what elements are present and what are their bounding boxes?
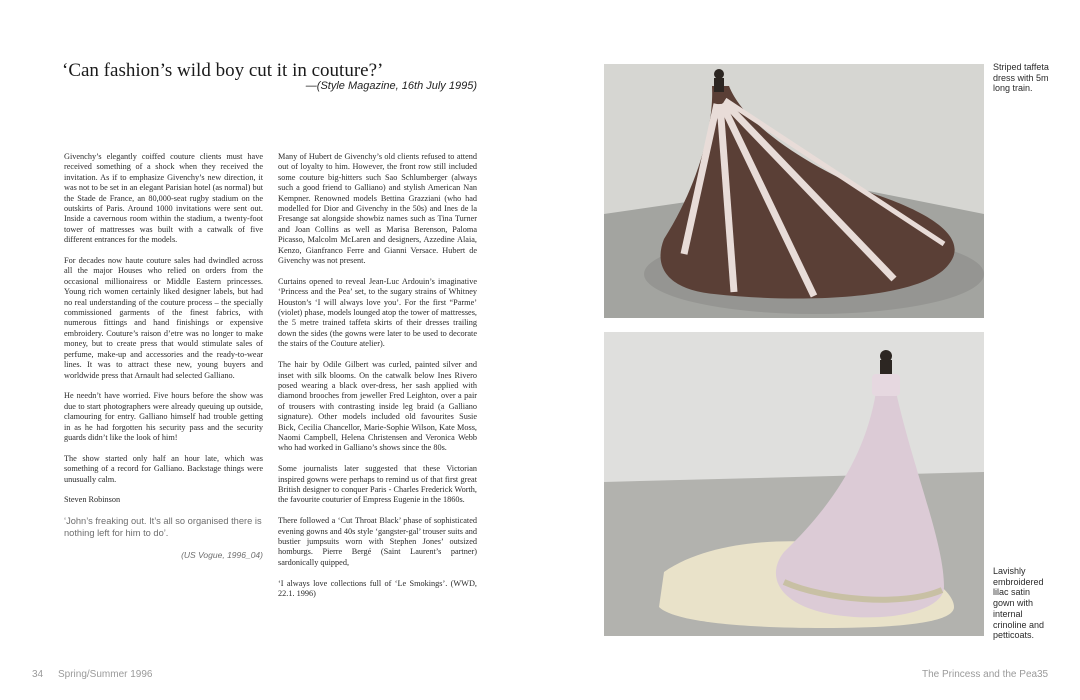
paragraph: Curtains opened to reveal Jean-Luc Ardouin’s imaginative ‘Princess and the Pea’ set, to the sugary strains of Whitney Houston’s ‘I will always love you’. For the first “Parme’ (violet) phase, models lounged atop the tower of mattresses, the 5 metre trained taffeta skirts of their dresses trailing down the sides (the gowns were later to be used to decorate the stairs of the Couture atelier). xyxy=(278,276,477,349)
pull-quote: ‘John’s freaking out. It’s all so organised there is nothing left for him to do’. xyxy=(64,516,262,538)
paragraph: The hair by Odile Gilbert was curled, painted silver and inset with silk blooms. On the catwalk below Ines Rivero posed wearing a black over-dress, her sash applied with diamond brooches from jeweller Fred Leighton, over a pair of trousers with contrasting inside leg braid (a Galliano signature). Other models included old favourites Susie Bick, Cecilia Chancellor, Marie-Sophie Wilson, Kate Moss, Naomi Campbell, Helena Christensen and Veronica Webb who had worked in Galliano’s shows since the 80s. xyxy=(278,360,477,453)
right-page-number: 35 xyxy=(1037,669,1049,680)
left-page-number: 34 xyxy=(32,669,44,680)
left-section-title: Spring/Summer 1996 xyxy=(58,669,153,680)
lilac-gown-illustration xyxy=(604,332,984,636)
paragraph: He needn’t have worried. Five hours before the show was due to start photographers were already queuing up outside, clamouring for entry. Galliano himself had trouble getting in as he had forgotten his security pass and the security guards didn’t like the look of him! xyxy=(64,391,263,442)
paragraph: For decades now haute couture sales had dwindled across all the major Houses who relied on orders from the occasional millionairess or Middle Eastern princesses. Young rich women certainly liked designer labels, but had no real understanding of the couture process – the specially commissioned garments of the finest fabrics, with numerous fittings and hand finishings or expensive embroidery. Couture’s raison d’etre was no longer to make money, but to create press that would stimulate sales of perfume, make-up and accessories and the ready-to-wear lines. It was to attract these new, young buyers and worldwide press that Arnault had selected Galliano. xyxy=(64,256,263,380)
paragraph: Some journalists later suggested that these Victorian inspired gowns were perhaps to remind us of that first great British designer to conquer Paris - Charles Frederick Worth, the favourite couturier of Empress Eugenie in the 1860s. xyxy=(278,464,477,505)
author-name: Steven Robinson xyxy=(64,495,121,505)
pull-quote-source: (US Vogue, 1996_04) xyxy=(181,549,263,560)
caption-photo-2: Lavishly embroidered lilac satin gown with internal crinoline and petticoats. xyxy=(993,566,1045,641)
title-source: —(Style Magazine, 16th July 1995) xyxy=(305,80,477,92)
paragraph: Givenchy’s elegantly coiffed couture clients must have received something of a shock when they received the invitation. As if to emphasize Givenchy’s new direction, it was not to be set in an elegant Parisian hotel (as normal) but the Stade de France, an 80,000-seat rugby stadium on the outskirts of Paris. Around 1000 invitations were sent out. Inside a cavernous room within the stadium, a twenty-foot tower of mattresses was built with a catwalk of five different entrances for the models. xyxy=(64,152,263,245)
text-column-1 xyxy=(64,152,263,570)
paragraph: The show started only half an hour late, which was something of a record for Galliano. Backstage things were unusually calm. xyxy=(64,453,263,484)
text-column-2 xyxy=(278,152,477,610)
paragraph: ‘I always love collections full of ‘Le Smokings’. (WWD, 22.1. 1996) xyxy=(278,578,477,598)
page-title: ‘Can fashion’s wild boy cut it in couture?’ xyxy=(62,60,384,81)
right-section-title: The Princess and the Pea xyxy=(922,669,1038,680)
photo-lilac-satin-gown xyxy=(604,332,984,636)
photo-striped-taffeta-dress xyxy=(604,64,984,318)
paragraph: Many of Hubert de Givenchy’s old clients refused to attend out of loyalty to him. However, the front row still included some couture big-hitters such Sao Schlumberger (always such a good friend to Galliano) and stylish American Nan Kempner. Renowned models Bettina Grazziani (who had modelled for Dior and Givenchy in the 50s) and Ines de la Fresange sat alongside showbiz names such as Tina Turner and Joan Collins as well as Marisa Berenson, Paloma Picasso, Malcolm McLaren and designers, Azzedine Alaia, Kenzo, Gianfranco Ferre and Gianni Versace. Hubert de Givenchy was not present. xyxy=(278,152,477,266)
paragraph: There followed a ‘Cut Throat Black’ phase of sophisticated evening gowns and 40s style ‘gangster-gal’ trouser suits and bustier jumpsuits worn with Stephen Jones’ outsized homburgs. Pierre Bergé (Saint Laurent’s partner) sardonically quipped, xyxy=(278,516,477,567)
caption-photo-1: Striped taffeta dress with 5m long train. xyxy=(993,62,1049,94)
taffeta-dress-illustration xyxy=(604,64,984,318)
